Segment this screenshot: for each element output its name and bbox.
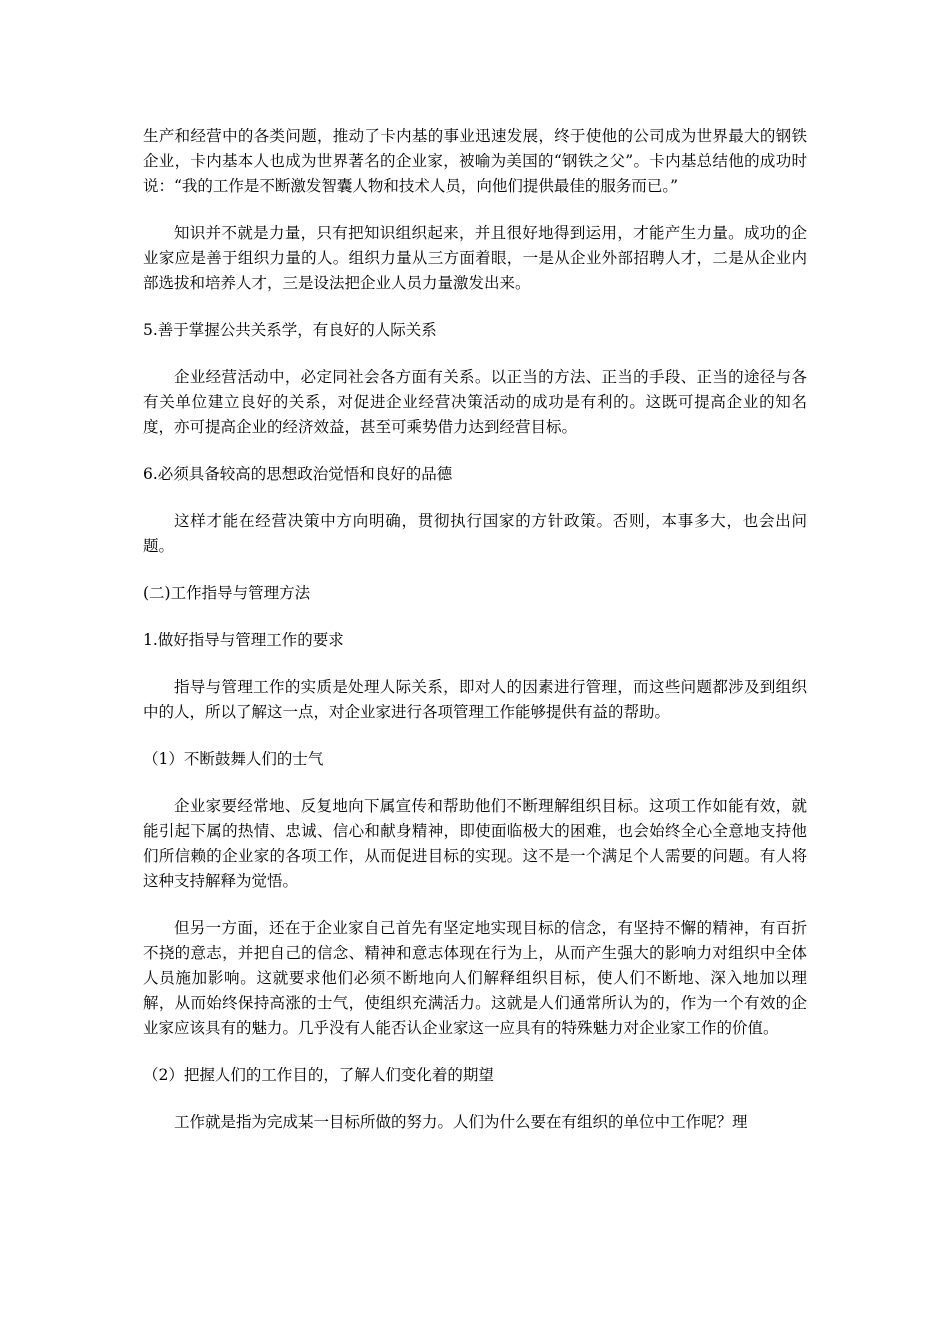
section-heading: 6.必须具备较高的思想政治觉悟和良好的品德 [143, 465, 453, 483]
subsection-heading: （2）把握人们的工作目的，了解人们变化着的期望 [143, 1066, 494, 1084]
document-page [143, 124, 807, 1157]
body-paragraph: 工作就是指为完成某一目标所做的努力。人们为什么要在有组织的单位中工作呢？理 [174, 1113, 748, 1131]
subsection-heading: （1）不断鼓舞人们的士气 [143, 750, 324, 768]
body-paragraph: 企业经营活动中，必定同社会各方面有关系。以正当的方法、正当的手段、正当的途径与各有关单位建立良好的关系，对促进企业经营决策活动的成功是有利的。这既可提高企业的知名度，亦可提高企业的经济效益，甚至可乘势借力达到经营目标。 [143, 368, 807, 436]
section-heading: 5.善于掌握公共关系学，有良好的人际关系 [143, 321, 437, 339]
body-paragraph: 企业家要经常地、反复地向下属宣传和帮助他们不断理解组织目标。这项工作如能有效，就能引起下属的热情、忠诚、信心和献身精神，即使面临极大的困难，也会始终全心全意地支持他们所信赖的企业家的各项工作，从而促进目标的实现。这不是一个满足个人需要的问题。有人将这种支持解释为觉悟。 [143, 797, 807, 890]
section-heading: (二)工作指导与管理方法 [143, 584, 311, 602]
body-paragraph: 指导与管理工作的实质是处理人际关系，即对人的因素进行管理，而这些问题都涉及到组织中的人，所以了解这一点，对企业家进行各项管理工作能够提供有益的帮助。 [143, 678, 807, 721]
body-paragraph: 知识并不就是力量，只有把知识组织起来，并且很好地得到运用，才能产生力量。成功的企业家应是善于组织力量的人。组织力量从三方面着眼，一是从企业外部招聘人才，二是从企业内部选拔和培养人才，三是设法把企业人员力量激发出来。 [143, 224, 807, 292]
section-heading: 1.做好指导与管理工作的要求 [143, 631, 344, 649]
body-paragraph: 这样才能在经营决策中方向明确，贯彻执行国家的方针政策。否则，本事多大，也会出问题。 [143, 512, 807, 555]
body-paragraph: 但另一方面，还在于企业家自己首先有坚定地实现目标的信念，有坚持不懈的精神，有百折不挠的意志，并把自己的信念、精神和意志体现在行为上，从而产生强大的影响力对组织中全体人员施加影响。这就要求他们必须不断地向人们解释组织目标，使人们不断地、深入地加以理解，从而始终保持高涨的士气，使组织充满活力。这就是人们通常所认为的，作为一个有效的企业家应该具有的魅力。几乎没有人能否认企业家这一应具有的特殊魅力对企业家工作的价值。 [143, 919, 807, 1037]
body-paragraph: 生产和经营中的各类问题，推动了卡内基的事业迅速发展，终于使他的公司成为世界最大的钢铁企业，卡内基本人也成为世界著名的企业家，被喻为美国的“钢铁之父”。卡内基总结他的成功时说：“我的工作是不断激发智囊人物和技术人员，向他们提供最佳的服务而已。” [143, 127, 807, 195]
